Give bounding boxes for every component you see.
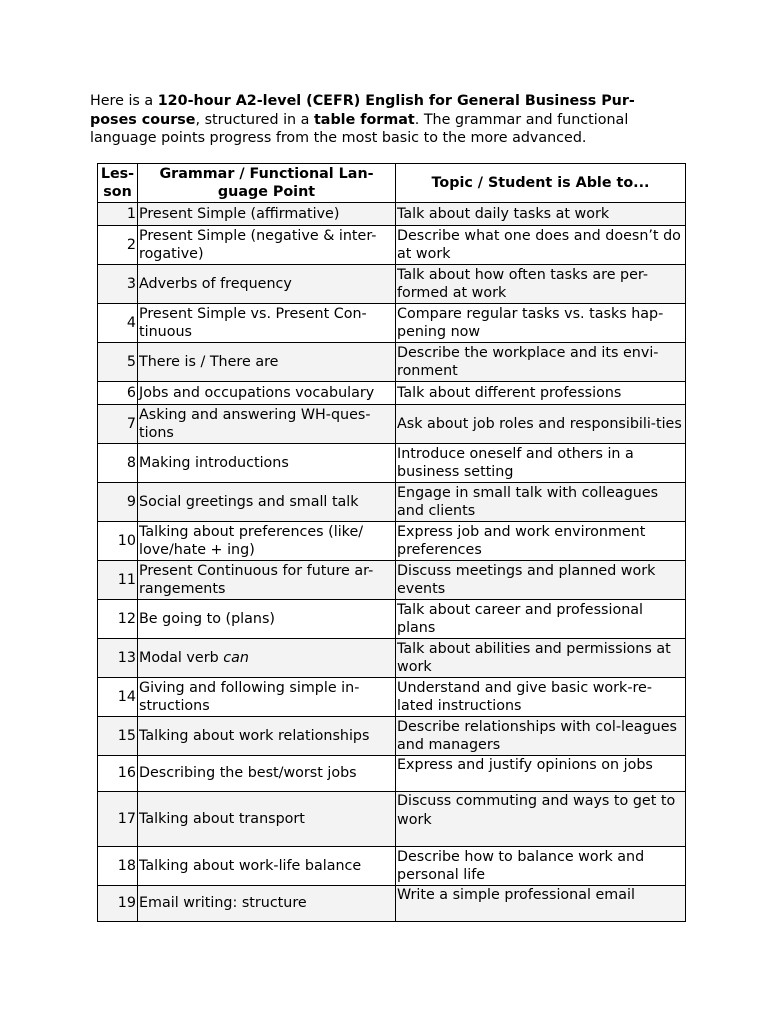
grammar-point <box>138 405 396 444</box>
grammar-point <box>138 226 396 265</box>
grammar-text: Present Simple (affirmative) <box>139 205 340 222</box>
table-row <box>98 639 686 678</box>
grammar-text: Making introductions <box>139 454 289 471</box>
grammar-text: Talking about transport <box>139 810 305 827</box>
topic-description: Discuss commuting and ways to get to work <box>396 792 686 847</box>
grammar-text: Modal verb <box>139 649 224 666</box>
grammar-point <box>138 561 396 600</box>
topic-description: Describe what one does and doesn’t do at work <box>396 226 686 265</box>
lesson-number: 11 <box>98 561 138 600</box>
grammar-text: Jobs and occupations vocabulary <box>139 384 375 401</box>
grammar-point <box>138 639 396 678</box>
grammar-point <box>138 717 396 756</box>
topic-description: Understand and give basic work-re-lated instructions <box>396 678 686 717</box>
table-row <box>98 717 686 756</box>
table-row <box>98 522 686 561</box>
intro-table-format: table format <box>313 111 415 128</box>
grammar-text: There is / There are <box>139 353 279 370</box>
grammar-point <box>138 792 396 847</box>
course-table <box>97 163 686 922</box>
table-row <box>98 792 686 847</box>
topic-description: Engage in small talk with colleagues and clients <box>396 483 686 522</box>
grammar-point <box>138 304 396 343</box>
grammar-text: Present Continuous for future ar-rangements <box>139 562 374 597</box>
topic-description: Introduce oneself and others in a business setting <box>396 444 686 483</box>
table-row <box>98 226 686 265</box>
lesson-number: 12 <box>98 600 138 639</box>
grammar-text: Email writing: structure <box>139 895 307 912</box>
lesson-number: 8 <box>98 444 138 483</box>
lesson-number: 16 <box>98 756 138 792</box>
grammar-point <box>138 203 396 226</box>
lesson-number: 7 <box>98 405 138 444</box>
topic-description: Talk about abilities and permissions at work <box>396 639 686 678</box>
topic-description: Ask about job roles and responsibili-ties <box>396 405 686 444</box>
lesson-number: 17 <box>98 792 138 847</box>
topic-description: Talk about daily tasks at work <box>396 203 686 226</box>
table-row <box>98 756 686 792</box>
table-header-row <box>98 164 686 203</box>
grammar-text: Talking about preferences (like/ love/hate + ing) <box>139 523 364 558</box>
grammar-point <box>138 444 396 483</box>
intro-course-name: 120-hour A2-level (CEFR) English for General Business Pur-poses course <box>90 93 635 128</box>
intro-text-2: , structured in a <box>195 111 314 128</box>
grammar-text: Be going to (plans) <box>139 610 275 627</box>
lesson-number: 5 <box>98 343 138 382</box>
table-row <box>98 405 686 444</box>
topic-description: Talk about different professions <box>396 382 686 405</box>
topic-description: Compare regular tasks vs. tasks hap-pening now <box>396 304 686 343</box>
grammar-point <box>138 265 396 304</box>
table-row <box>98 203 686 226</box>
table-row <box>98 444 686 483</box>
table-row <box>98 678 686 717</box>
grammar-point <box>138 756 396 792</box>
intro-paragraph <box>90 92 680 148</box>
lesson-number: 13 <box>98 639 138 678</box>
table-row <box>98 561 686 600</box>
grammar-emphasis: can <box>223 649 249 666</box>
topic-description: Describe the workplace and its envi-ronment <box>396 343 686 382</box>
intro-text-3: . The grammar and functional language points progress from the most basic to the more advanced. <box>90 111 629 146</box>
topic-description: Describe how to balance work and personal life <box>396 847 686 886</box>
lesson-number: 18 <box>98 847 138 886</box>
header-topic: Topic / Student is Able to... <box>396 164 686 203</box>
grammar-point <box>138 886 396 922</box>
grammar-text: Asking and answering WH-ques-tions <box>139 406 371 441</box>
table-row <box>98 886 686 922</box>
intro-text-1: Here is a <box>90 93 158 109</box>
lesson-number: 15 <box>98 717 138 756</box>
lesson-number: 4 <box>98 304 138 343</box>
grammar-text: Describing the best/worst jobs <box>139 765 357 782</box>
topic-description: Write a simple professional email <box>396 886 686 922</box>
grammar-text: Giving and following simple in-structions <box>139 679 360 714</box>
table-row <box>98 304 686 343</box>
grammar-point <box>138 847 396 886</box>
lesson-number: 14 <box>98 678 138 717</box>
topic-description: Talk about career and professional plans <box>396 600 686 639</box>
lesson-number: 9 <box>98 483 138 522</box>
header-grammar: Grammar / Functional Lan-guage Point <box>138 164 396 203</box>
grammar-text: Adverbs of frequency <box>139 275 292 292</box>
grammar-point <box>138 382 396 405</box>
grammar-point <box>138 483 396 522</box>
lesson-number: 10 <box>98 522 138 561</box>
table-row <box>98 847 686 886</box>
table-row <box>98 483 686 522</box>
topic-description: Express job and work environment preferences <box>396 522 686 561</box>
grammar-text: Present Simple (negative & inter-rogative) <box>139 227 377 262</box>
topic-description: Talk about how often tasks are per-formed at work <box>396 265 686 304</box>
topic-description: Discuss meetings and planned work events <box>396 561 686 600</box>
topic-description: Describe relationships with col-leagues and managers <box>396 717 686 756</box>
lesson-number: 2 <box>98 226 138 265</box>
header-lesson: Les-son <box>98 164 138 203</box>
topic-description: Express and justify opinions on jobs <box>396 756 686 792</box>
grammar-text: Social greetings and small talk <box>139 493 359 510</box>
lesson-number: 19 <box>98 886 138 922</box>
table-row <box>98 382 686 405</box>
grammar-text: Talking about work relationships <box>139 727 370 744</box>
table-row <box>98 600 686 639</box>
lesson-number: 6 <box>98 382 138 405</box>
grammar-point <box>138 343 396 382</box>
grammar-point <box>138 522 396 561</box>
grammar-point <box>138 600 396 639</box>
grammar-text: Present Simple vs. Present Con-tinuous <box>139 305 367 340</box>
table-row <box>98 265 686 304</box>
grammar-point <box>138 678 396 717</box>
grammar-text: Talking about work-life balance <box>139 857 362 874</box>
lesson-number: 3 <box>98 265 138 304</box>
table-row <box>98 343 686 382</box>
lesson-number: 1 <box>98 203 138 226</box>
